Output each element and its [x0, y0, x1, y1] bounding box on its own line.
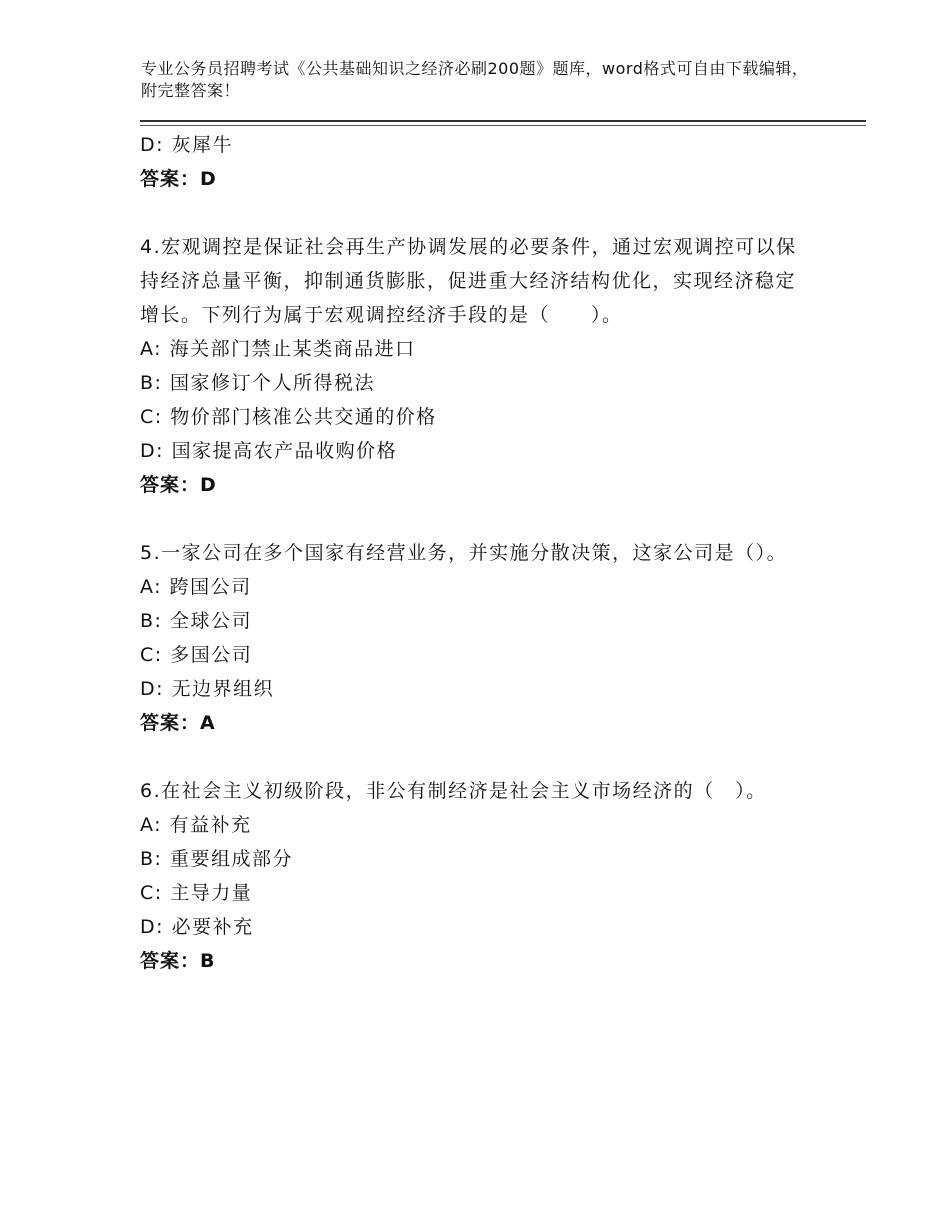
- option-b: B: 全球公司: [140, 610, 252, 632]
- answer: 答案：D: [140, 474, 217, 496]
- partial-question: [140, 128, 800, 196]
- option-c: C: 主导力量: [140, 882, 253, 904]
- document-header: 专业公务员招聘考试《公共基础知识之经济必刷200题》题库，word格式可自由下载编辑，附完整答案！: [141, 59, 809, 100]
- option-d: D: 无边界组织: [140, 678, 275, 700]
- option-a: A: 海关部门禁止某类商品进口: [140, 338, 416, 360]
- question-stem: 6.在社会主义初级阶段，非公有制经济是社会主义市场经济的（ ）。: [140, 780, 767, 802]
- answer: 答案：A: [140, 712, 216, 734]
- question-4: [140, 230, 800, 502]
- option-a: A: 跨国公司: [140, 576, 252, 598]
- question-stem: 5.一家公司在多个国家有经营业务，并实施分散决策，这家公司是（）。: [140, 542, 788, 564]
- option-c: C: 物价部门核准公共交通的价格: [140, 406, 437, 428]
- header-divider: [140, 120, 866, 122]
- question-5: [140, 536, 800, 740]
- option-a: A: 有益补充: [140, 814, 252, 836]
- option-d: D: 必要补充: [140, 916, 254, 938]
- header-divider-thin: [140, 125, 866, 126]
- answer: 答案：D: [140, 168, 217, 190]
- option-b: B: 国家修订个人所得税法: [140, 372, 375, 394]
- option-d: D: 国家提高农产品收购价格: [140, 440, 398, 462]
- question-stem: 4.宏观调控是保证社会再生产协调发展的必要条件，通过宏观调控可以保持经济总量平衡，抑制通货膨胀，促进重大经济结构优化，实现经济稳定增长。下列行为属于宏观调控经济手段的是（ ）。: [140, 236, 797, 326]
- option-b: B: 重要组成部分: [140, 848, 293, 870]
- option-c: C: 多国公司: [140, 644, 253, 666]
- document-body: [140, 128, 800, 978]
- question-6: [140, 774, 800, 978]
- option-d: D: 灰犀牛: [140, 134, 234, 156]
- answer: 答案：B: [140, 950, 216, 972]
